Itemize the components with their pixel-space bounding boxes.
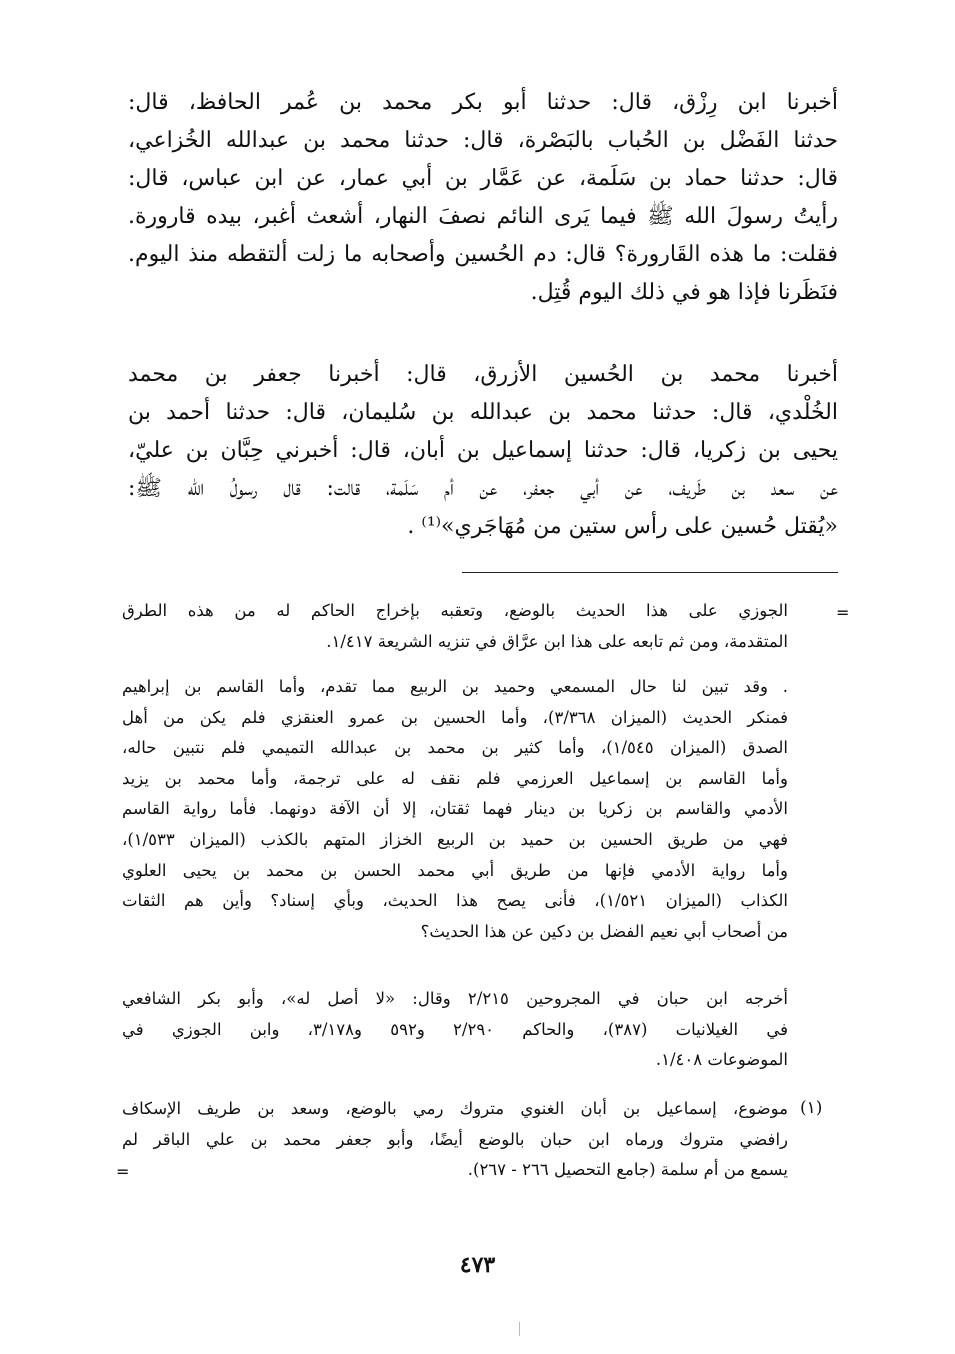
text-line: أخبرنا ابن رِزْق، قال: حدثنا أبو بكر محمد بن عُمر الحافظ، قال: (128, 90, 838, 115)
scan-mark (519, 1322, 520, 1336)
page-number: ٤٧٣ (459, 1252, 496, 1278)
main-paragraph-1 (128, 84, 838, 312)
footnote-line: الكذاب (الميزان ١/٥٢١)، فأنى يصح هذا الحديث، وبأي إسناد؟ وأين هم الثقات (122, 891, 788, 911)
footnote-line: من أصحاب أبي نعيم الفضل بن دكين عن هذا الحديث؟ (420, 921, 788, 941)
footnote-separator (462, 572, 838, 573)
footnote-line: فمنكر الحديث (الميزان ٣/٣٦٨)، وأما الحسين بن عمرو العنقزي فلم يكن من أهل (122, 707, 788, 727)
footnote-analysis (122, 672, 788, 947)
text-line: فقلت: ما هذه القَارورة؟ قال: دم الحُسين وأصحابه ما زلت ألتقطه منذ اليوم. (128, 242, 838, 267)
footnote-line: . وقد تبين لنا حال المسمعي وحميد بن الربيع مما تقدم، وأما القاسم بن إبراهيم (122, 677, 788, 696)
text-line: قال: حدثنا حماد بن سَلَمة، عن عَمَّار بن أبي عمار، عن ابن عباس، قال: (128, 166, 838, 191)
continuation-marker: = (836, 603, 850, 622)
text-line: «يُقتل حُسين على رأس ستين من مُهَاجَري»⁽¹⁾ . (407, 514, 838, 539)
footnote-line: الموضوعات ١/٤٠٨. (655, 1050, 788, 1070)
footnote-line: في الغيلانيات (٣٨٧)، والحاكم ٢/٢٩٠ و٥٩٢ و٣/١٧٨، وابن الجوزي في (122, 1019, 788, 1039)
footnote-line: وأما القاسم بن إسماعيل العرزمي فلم نقف له على ترجمة، وأما محمد بن يزيد (122, 768, 788, 788)
footnote-line: المتقدمة، ومن ثم تابعه على هذا ابن عرَّاق في تنزيه الشريعة ١/٤١٧. (326, 631, 788, 651)
footnote-line: رافضي متروك ورماه ابن حبان بالوضع أيضًا، وأبو جعفر محمد بن علي الباقر لم (122, 1129, 788, 1149)
footnote-line: الأدمي والقاسم بن زكريا بن دينار فهما ثقتان، إلا أن الآفة دونهما. فأما رواية القاسم (122, 799, 788, 819)
footnote-line: الجوزي على هذا الحديث بالوضع، وتعقبه بإخراج الحاكم له من هذه الطرق (122, 601, 788, 620)
footnote-line: فهي من طريق الحسين بن حميد بن الربيع الخزاز المتهم بالكذب (الميزان ١/٥٣٣)، (122, 829, 788, 849)
text-line: رأيتُ رسولَ الله ﷺ فيما يَرى النائم نصفَ النهار، أشعث أغبر، بيده قارورة. (128, 204, 838, 229)
text-line: فنَظَرنا فإذا هو في ذلك اليوم قُتِل. (530, 280, 838, 305)
footnote-line: موضوع، إسماعيل بن أبان الغنوي متروك رمي بالوضع، وسعد بن طريف الإسكاف (122, 1099, 788, 1118)
footnote-line: أخرجه ابن حبان في المجروحين ٢/٢١٥ وقال: «لا أصل له»، وأبو بكر الشافعي (122, 989, 788, 1008)
continues-marker: = (116, 1162, 130, 1181)
footnote-1 (122, 1094, 788, 1186)
footnote-line: وأما رواية الأدمي فإنها من طريق أبي محمد الحسن بن محمد بن يحيى العلوي (122, 860, 788, 880)
footnote-line: يسمع من أم سلمة (جامع التحصيل ٢٦٦ - ٢٦٧). (467, 1160, 788, 1180)
text-line: يحيى بن زكريا، قال: حدثنا إسماعيل بن أبان، قال: أخبرني حِبَّان بن عليّ، (128, 438, 838, 463)
footnote-continuation (122, 596, 788, 657)
text-line: عن سعد بن طَريف، عن أبي جعفر، عن أم سَلَمة، قالت: قال رسولُ الله ﷺ: (128, 476, 838, 501)
text-line: حدثنا الفَضْل بن الحُباب بالبَصْرة، قال: حدثنا محمد بن عبدالله الخُزاعي، (128, 128, 838, 153)
text-line: أخبرنا محمد بن الحُسين الأزرق، قال: أخبرنا جعفر بن محمد (128, 362, 838, 387)
footnote-1-marker: (١) (800, 1098, 823, 1118)
main-paragraph-2 (128, 356, 838, 546)
text-line: الخُلْدي، قال: حدثنا محمد بن عبدالله بن سُليمان، قال: حدثنا أحمد بن (128, 400, 838, 425)
footnote-takhrij (122, 984, 788, 1076)
footnote-line: الصدق (الميزان ١/٥٤٥)، وأما كثير بن محمد بن عبدالله التميمي فلم نتبين حاله، (122, 738, 788, 758)
